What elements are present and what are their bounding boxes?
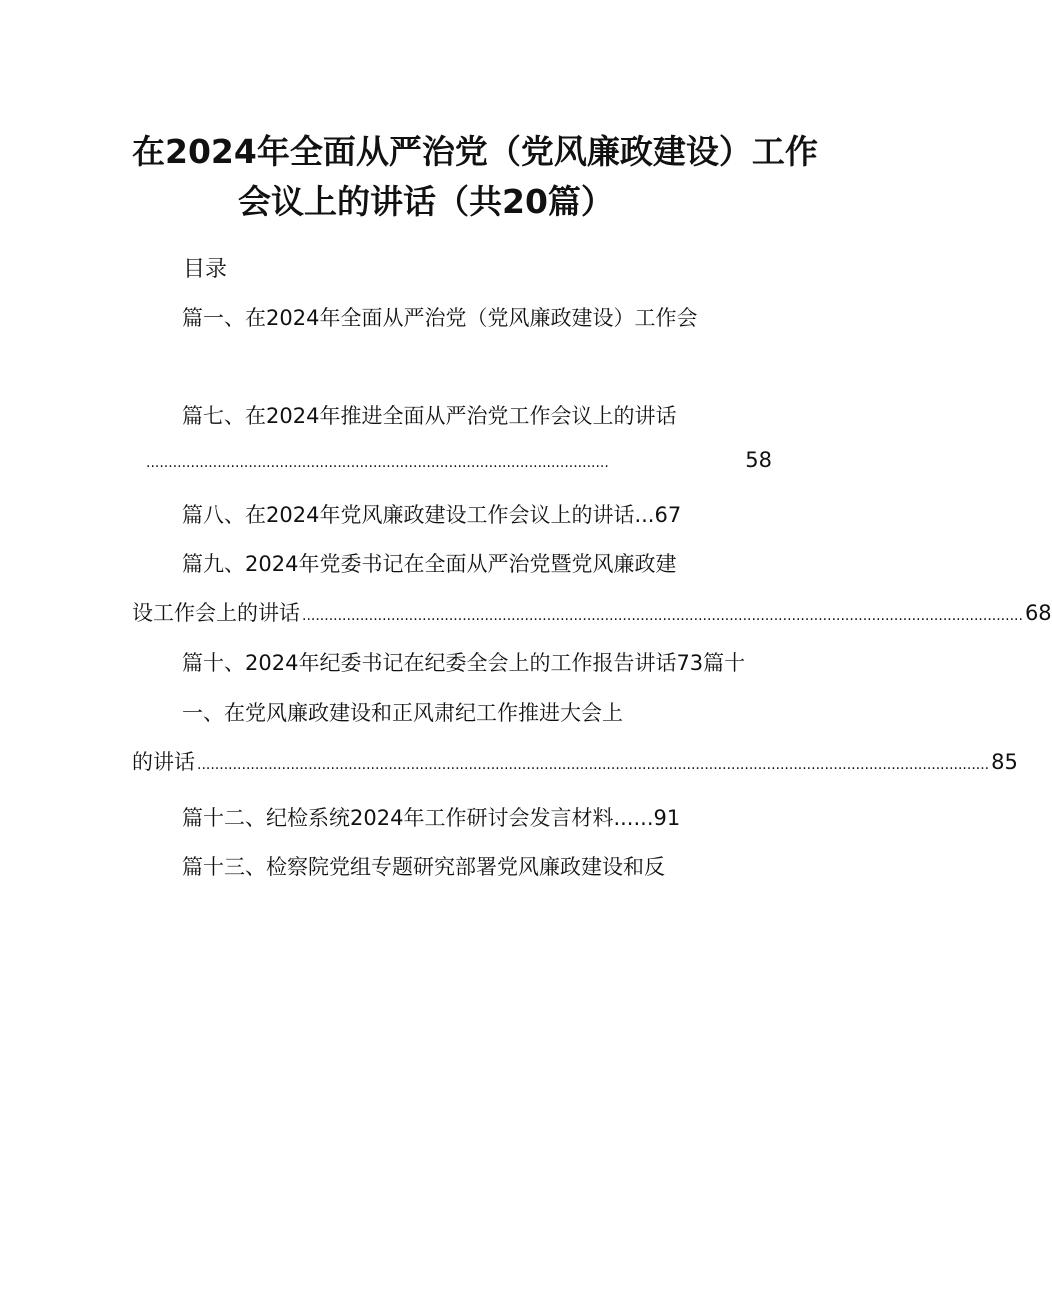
dot-leader: ........................................................................................................ <box>146 455 609 471</box>
dot-leader: .................................................................................................................................................................................. <box>197 757 990 773</box>
toc-entry-9-text: 设工作会上的讲话 <box>132 601 300 625</box>
toc-entry-10: 篇十、2024年纪委书记在纪委全会上的工作报告讲话73篇十 <box>182 651 746 675</box>
toc-entry-11-text: 的讲话 <box>132 750 195 774</box>
toc-entry-7-page: 58 <box>745 448 772 472</box>
toc-entry-13: 篇十三、检察院党组专题研究部署党风廉政建设和反 <box>182 855 665 879</box>
document-title-line-2: 会议上的讲话（共20篇） <box>238 182 614 221</box>
toc-entry-9-page: 68 <box>1024 601 1052 625</box>
dot-leader: .................................................................................................................................................................. <box>302 608 1023 624</box>
toc-entry-9-line-1: 篇九、2024年党委书记在全面从严治党暨党风廉政建 <box>182 552 677 576</box>
toc-entry-9-line-2 <box>132 597 1052 627</box>
toc-entry-11-line-2 <box>132 746 1018 776</box>
toc-entry-11-line-1: 一、在党风廉政建设和正风肃纪工作推进大会上 <box>182 701 623 725</box>
toc-entry-8: 篇八、在2024年党风廉政建设工作会议上的讲话...67 <box>182 503 682 527</box>
toc-entry-1: 篇一、在2024年全面从严治党（党风廉政建设）工作会 <box>182 306 698 330</box>
document-title-line-1: 在2024年全面从严治党（党风廉政建设）工作 <box>132 132 818 171</box>
toc-entry-7-leader-row <box>144 448 772 472</box>
toc-entry-11-page: 85 <box>991 750 1018 774</box>
toc-heading: 目录 <box>183 257 228 282</box>
toc-entry-12: 篇十二、纪检系统2024年工作研讨会发言材料......91 <box>182 806 681 830</box>
toc-entry-7: 篇七、在2024年推进全面从严治党工作会议上的讲话 <box>182 404 677 428</box>
